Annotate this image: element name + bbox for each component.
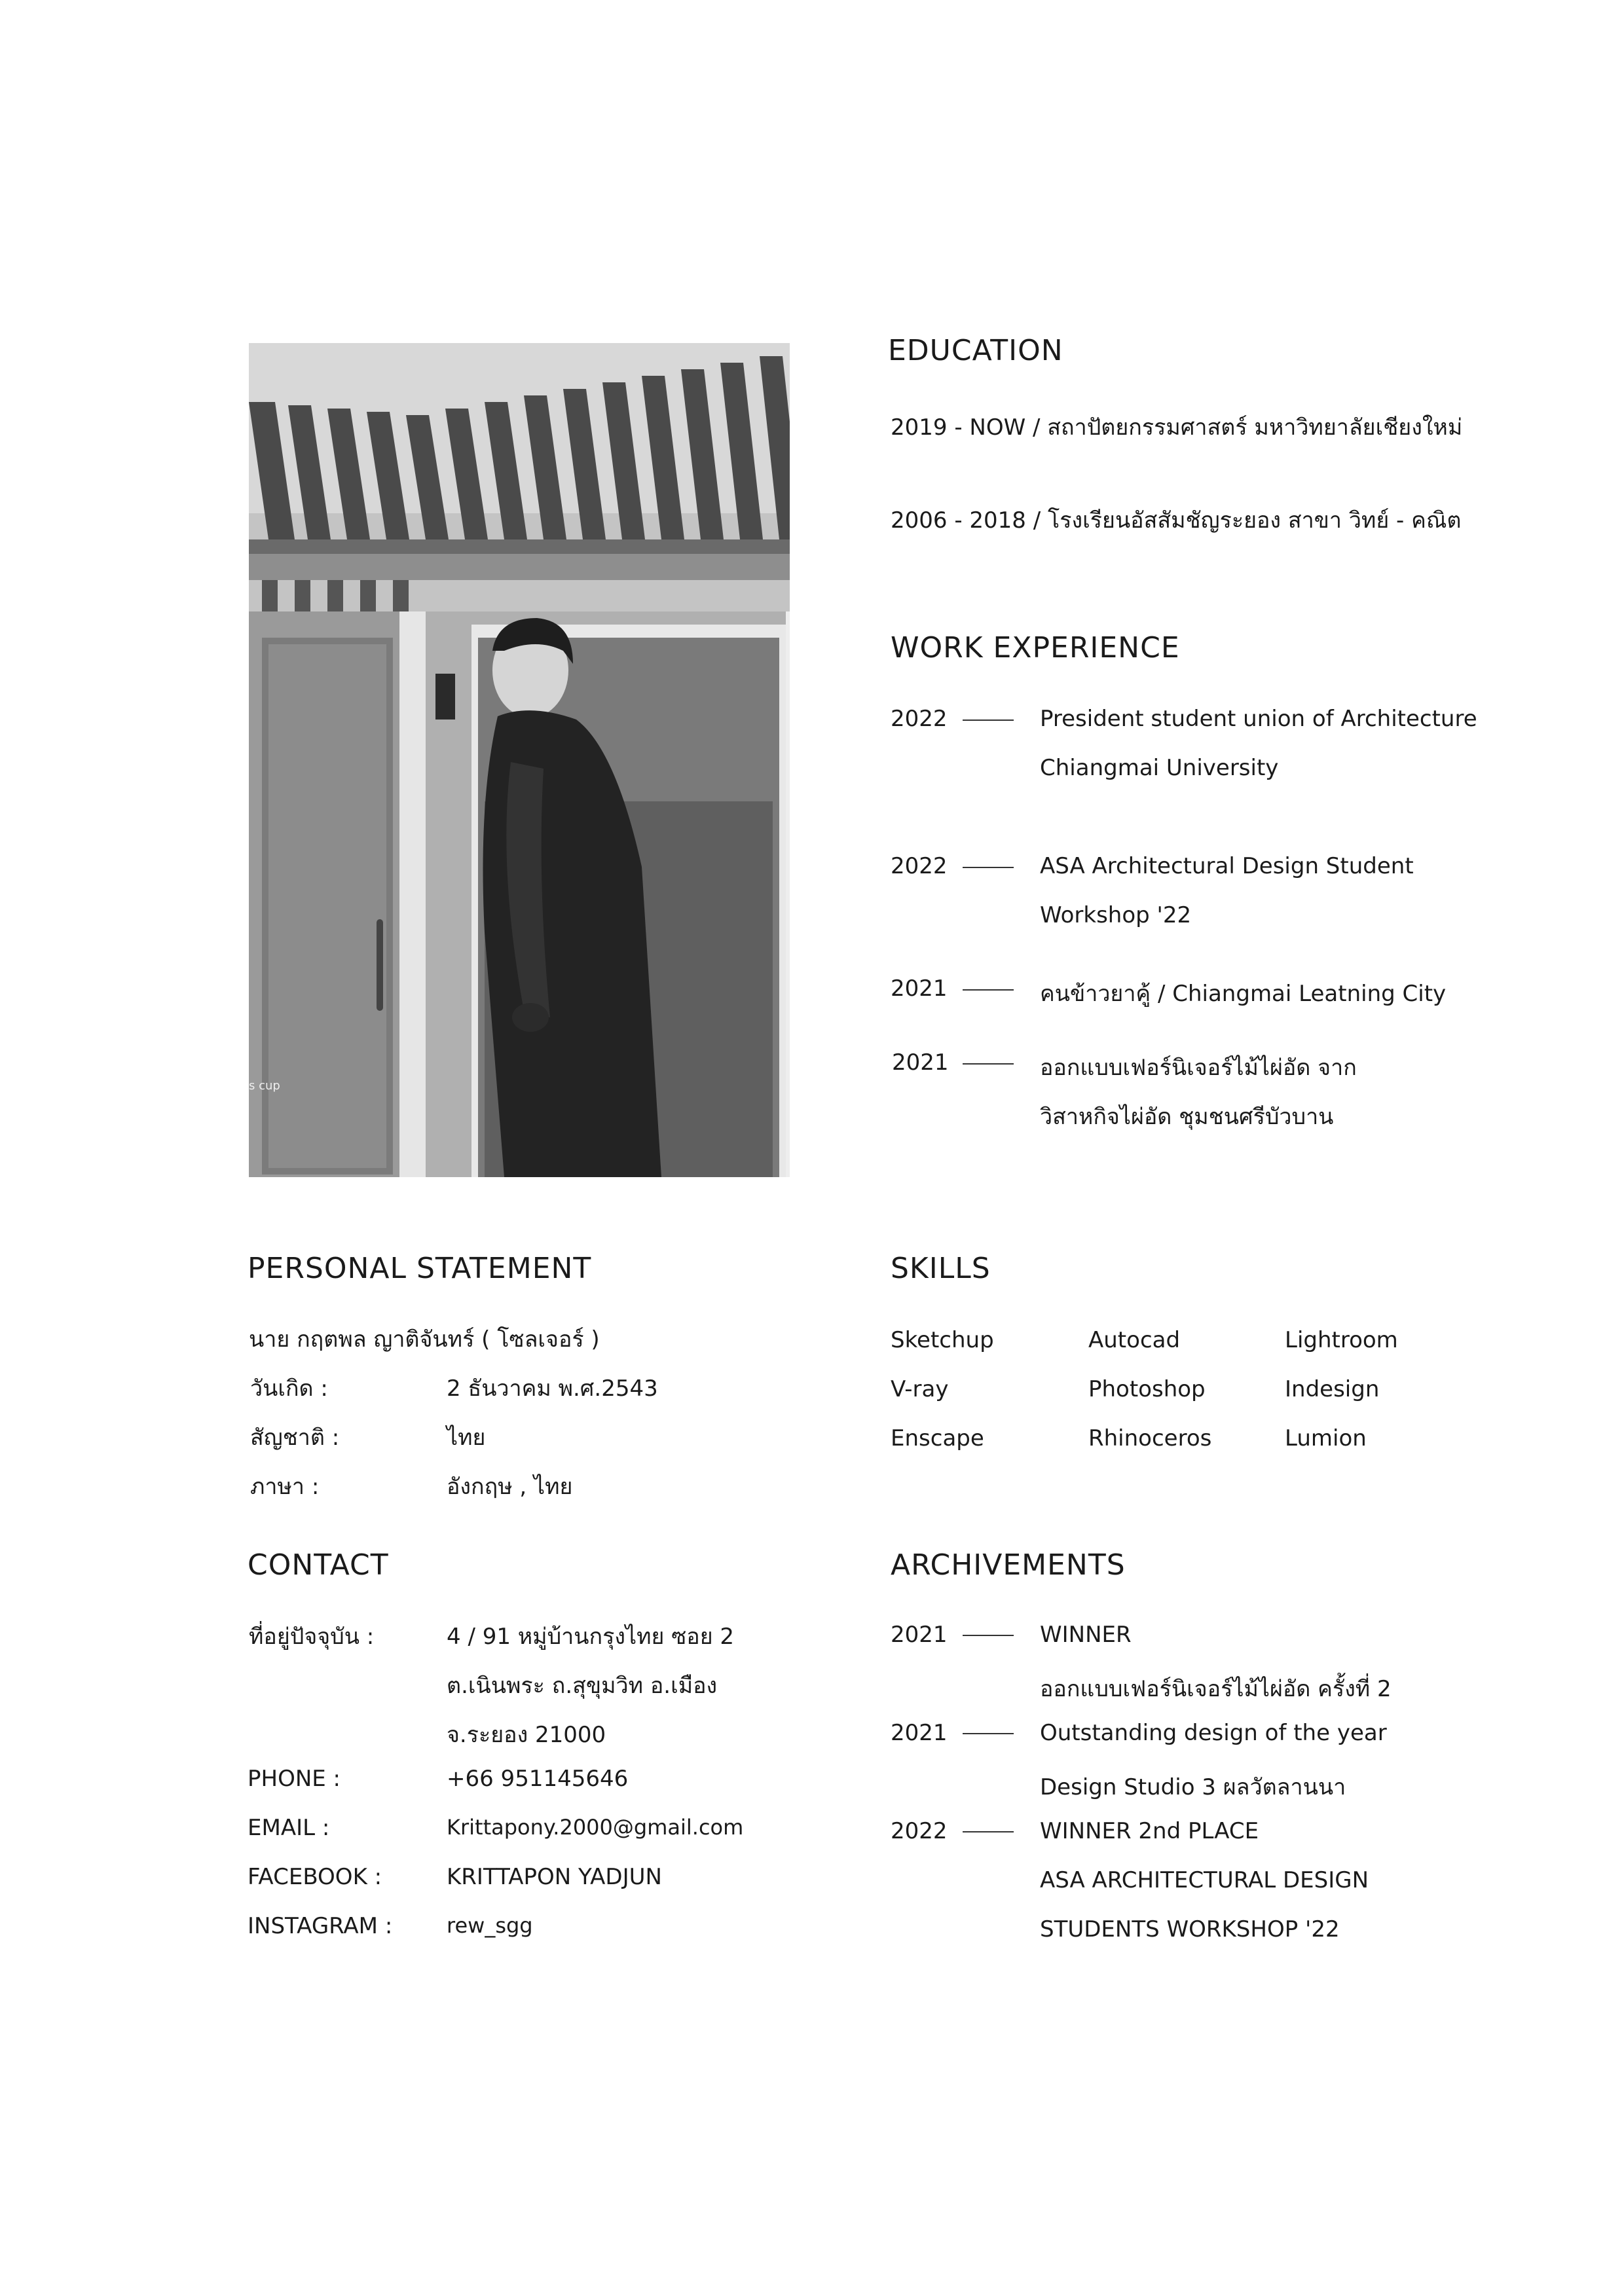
contact-heading: CONTACT [248, 1548, 389, 1582]
timeline-dash [963, 1831, 1014, 1832]
work-title: President student union of Architecture [1040, 706, 1477, 732]
timeline-dash [963, 989, 1014, 991]
work-title: ออกแบบเฟอร์นิเจอร์ไม้ไผ่อัด จาก [1040, 1055, 1357, 1081]
work-year: 2021 [892, 1049, 949, 1076]
work-title: ASA Architectural Design Student [1040, 853, 1414, 879]
instagram-label: INSTAGRAM : [248, 1913, 393, 1939]
birthdate-label: วันเกิด : [250, 1376, 328, 1402]
education-item: 2019 - NOW / สถาปัตยกรรมศาสตร์ มหาวิทยาลัยเชียงใหม่ [891, 414, 1463, 441]
sign-text: s cup [249, 1079, 280, 1093]
achievement-year: 2022 [891, 1818, 948, 1844]
language-label: ภาษา : [250, 1474, 320, 1500]
education-heading: EDUCATION [888, 334, 1063, 367]
skills-heading: SKILLS [891, 1252, 991, 1285]
achievement-detail: Design Studio 3 ผลวัตลานนา [1040, 1774, 1346, 1800]
skill-item: Lightroom [1285, 1327, 1398, 1353]
work-year: 2022 [891, 706, 948, 732]
skill-item: Autocad [1088, 1327, 1181, 1353]
instagram-value[interactable]: rew_sgg [447, 1913, 533, 1938]
achievement-detail: ออกแบบเฟอร์นิเจอร์ไม้ไผ่อัด ครั้งที่ 2 [1040, 1676, 1392, 1702]
skill-item: Indesign [1285, 1376, 1380, 1402]
phone-label: PHONE : [248, 1766, 341, 1792]
achievements-heading: ARCHIVEMENTS [891, 1548, 1126, 1582]
achievement-detail: ASA ARCHITECTURAL DESIGN [1040, 1867, 1369, 1893]
nationality-value: ไทย [447, 1425, 486, 1451]
work-subtitle: Workshop '22 [1040, 902, 1192, 928]
achievement-detail: STUDENTS WORKSHOP '22 [1040, 1916, 1340, 1942]
personal-statement-heading: PERSONAL STATEMENT [248, 1252, 592, 1285]
timeline-dash [963, 720, 1014, 721]
address-line: 4 / 91 หมู่บ้านกรุงไทย ซอย 2 [447, 1624, 735, 1650]
achievement-title: Outstanding design of the year [1040, 1720, 1387, 1746]
full-name: นาย กฤตพล ญาติจันทร์ ( โซลเจอร์ ) [249, 1326, 600, 1353]
email-label: EMAIL : [248, 1815, 330, 1841]
education-item: 2006 - 2018 / โรงเรียนอัสสัมชัญระยอง สาขา วิทย์ - คณิต [891, 507, 1462, 534]
skill-item: Rhinoceros [1088, 1425, 1212, 1451]
achievement-year: 2021 [891, 1720, 948, 1746]
timeline-dash [963, 1063, 1014, 1065]
skill-item: Lumion [1285, 1425, 1367, 1451]
birthdate-value: 2 ธันวาคม พ.ศ.2543 [447, 1376, 658, 1402]
work-subtitle: วิสาหกิจไผ่อัด ชุมชนศรีบัวบาน [1040, 1104, 1334, 1130]
skill-item: Sketchup [891, 1327, 994, 1353]
address-label: ที่อยู่ปัจจุบัน : [249, 1624, 375, 1650]
work-year: 2021 [891, 975, 948, 1002]
achievement-year: 2021 [891, 1622, 948, 1648]
timeline-dash [963, 867, 1014, 868]
work-title: คนข้าวยาคู้ / Chiangmai Leatning City [1040, 981, 1447, 1007]
phone-value: +66 951145646 [447, 1766, 629, 1792]
address-line: จ.ระยอง 21000 [447, 1722, 606, 1748]
facebook-label: FACEBOOK : [248, 1864, 382, 1890]
language-value: อังกฤษ , ไทย [447, 1474, 573, 1500]
skill-item: V-ray [891, 1376, 949, 1402]
skill-item: Enscape [891, 1425, 984, 1451]
skill-item: Photoshop [1088, 1376, 1206, 1402]
address-line: ต.เนินพระ ถ.สุขุมวิท อ.เมือง [447, 1673, 718, 1699]
email-link[interactable]: Krittapony.2000@gmail.com [447, 1815, 744, 1840]
work-experience-heading: WORK EXPERIENCE [891, 631, 1180, 665]
nationality-label: สัญชาติ : [250, 1425, 340, 1451]
profile-photo [249, 343, 790, 1177]
achievement-title: WINNER [1040, 1622, 1132, 1648]
timeline-dash [963, 1635, 1014, 1636]
work-subtitle: Chiangmai University [1040, 755, 1279, 781]
facebook-value[interactable]: KRITTAPON YADJUN [447, 1864, 662, 1890]
achievement-title: WINNER 2nd PLACE [1040, 1818, 1259, 1844]
work-year: 2022 [891, 853, 948, 879]
timeline-dash [963, 1733, 1014, 1734]
